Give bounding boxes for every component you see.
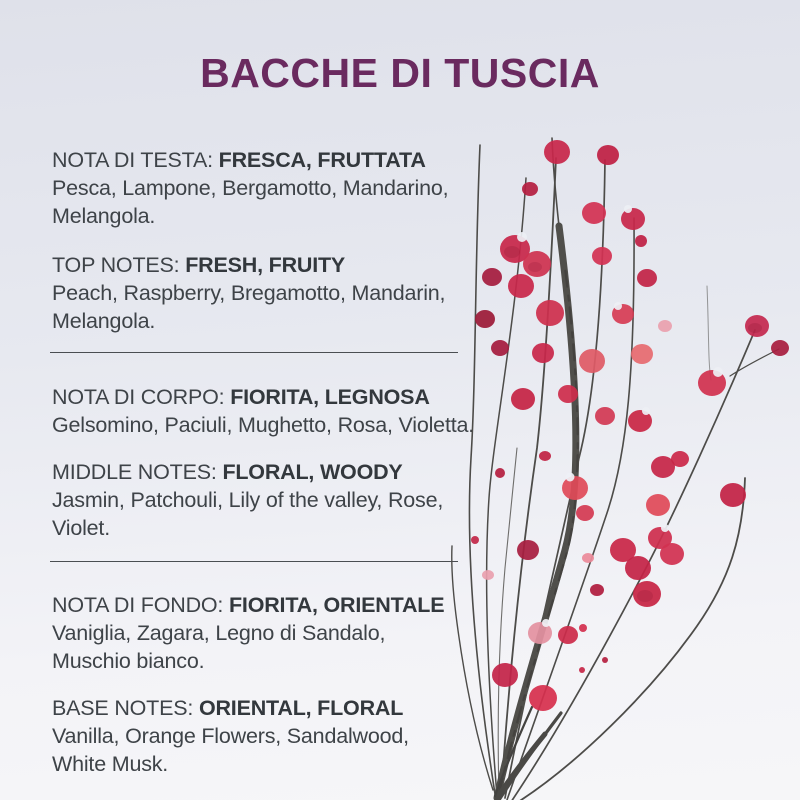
berry bbox=[558, 626, 578, 644]
berry bbox=[536, 300, 564, 326]
berry bbox=[651, 456, 675, 478]
note-label: NOTA DI TESTA: bbox=[52, 148, 213, 172]
berry bbox=[631, 344, 653, 364]
berry-texture bbox=[637, 590, 653, 602]
page-title: BACCHE DI TUSCIA bbox=[200, 50, 600, 96]
note-ingredients-line: Vaniglia, Zagara, Legno di Sandalo, bbox=[52, 621, 386, 645]
note-label: MIDDLE NOTES: bbox=[52, 460, 217, 484]
note-ingredients-line: Jasmin, Patchouli, Lily of the valley, Rose, bbox=[52, 488, 444, 512]
note-label: BASE NOTES: bbox=[52, 696, 194, 720]
berry bbox=[517, 540, 539, 560]
berry bbox=[482, 268, 502, 286]
berry bbox=[658, 320, 672, 332]
berry bbox=[635, 235, 647, 247]
berry bbox=[595, 407, 615, 425]
berry bbox=[522, 182, 538, 196]
berry-notch bbox=[614, 302, 622, 310]
berry bbox=[597, 145, 619, 165]
berry bbox=[532, 343, 554, 363]
berry bbox=[544, 140, 570, 164]
berry bbox=[579, 349, 605, 373]
berry bbox=[482, 570, 494, 580]
note-ingredients-line: Violet. bbox=[52, 516, 110, 540]
berry bbox=[475, 310, 495, 328]
berry bbox=[621, 208, 645, 230]
berry-texture bbox=[748, 323, 762, 333]
berry-notch bbox=[517, 232, 527, 242]
berry bbox=[471, 536, 479, 544]
berries-branch-illustration bbox=[425, 118, 800, 800]
berry-notch bbox=[713, 367, 723, 377]
berry bbox=[625, 556, 651, 580]
berry bbox=[602, 657, 608, 663]
berry bbox=[579, 667, 585, 673]
berry bbox=[508, 274, 534, 298]
note-ingredients-line: Melangola. bbox=[52, 204, 156, 228]
section-divider bbox=[50, 352, 458, 353]
note-ingredients-line: Pesca, Lampone, Bergamotto, Mandarino, bbox=[52, 176, 449, 200]
note-ingredients-line: Gelsomino, Paciuli, Mughetto, Rosa, Violetta. bbox=[52, 413, 475, 437]
berry bbox=[592, 247, 612, 265]
note-ingredients-line: Melangola. bbox=[52, 309, 156, 333]
berry bbox=[582, 553, 594, 563]
note-label: TOP NOTES: bbox=[52, 253, 180, 277]
note-label: NOTA DI CORPO: bbox=[52, 385, 225, 409]
note-descriptor: FIORITA, ORIENTALE bbox=[228, 593, 445, 617]
berry-notch bbox=[624, 205, 632, 213]
berry bbox=[495, 468, 505, 478]
berry bbox=[646, 494, 670, 516]
note-descriptor: FIORITA, LEGNOSA bbox=[230, 385, 430, 409]
note-descriptor: FRESH, FRUITY bbox=[185, 253, 346, 277]
berry bbox=[562, 476, 588, 500]
berry bbox=[590, 584, 604, 596]
note-label: NOTA DI FONDO: bbox=[52, 593, 224, 617]
note-descriptor: ORIENTAL, FLORAL bbox=[198, 696, 404, 720]
berry-texture bbox=[504, 246, 520, 258]
berry bbox=[660, 543, 684, 565]
note-ingredients-line: Vanilla, Orange Flowers, Sandalwood, bbox=[52, 724, 409, 748]
berries-group bbox=[471, 140, 789, 711]
section-divider bbox=[50, 561, 458, 562]
berry-texture bbox=[528, 262, 542, 272]
berry bbox=[771, 340, 789, 356]
berry bbox=[582, 202, 606, 224]
berry bbox=[491, 340, 509, 356]
note-descriptor: FRESCA, FRUTTATA bbox=[218, 148, 426, 172]
note-descriptor: FLORAL, WOODY bbox=[222, 460, 403, 484]
berry bbox=[539, 451, 551, 461]
berry bbox=[637, 269, 657, 287]
berry bbox=[529, 685, 557, 711]
berry bbox=[576, 505, 594, 521]
note-ingredients-line: Peach, Raspberry, Bregamotto, Mandarin, bbox=[52, 281, 446, 305]
branch bbox=[707, 286, 711, 380]
berry-notch bbox=[542, 619, 550, 627]
berry-notch bbox=[566, 473, 575, 482]
berry bbox=[720, 483, 746, 507]
note-ingredients-line: Muschio bianco. bbox=[52, 649, 205, 673]
berry bbox=[579, 624, 587, 632]
berry-notch bbox=[661, 524, 669, 532]
note-ingredients-line: White Musk. bbox=[52, 752, 169, 776]
branch bbox=[730, 349, 779, 376]
berry-notch bbox=[642, 407, 650, 415]
berry bbox=[511, 388, 535, 410]
berry bbox=[558, 385, 578, 403]
berry bbox=[492, 663, 518, 687]
